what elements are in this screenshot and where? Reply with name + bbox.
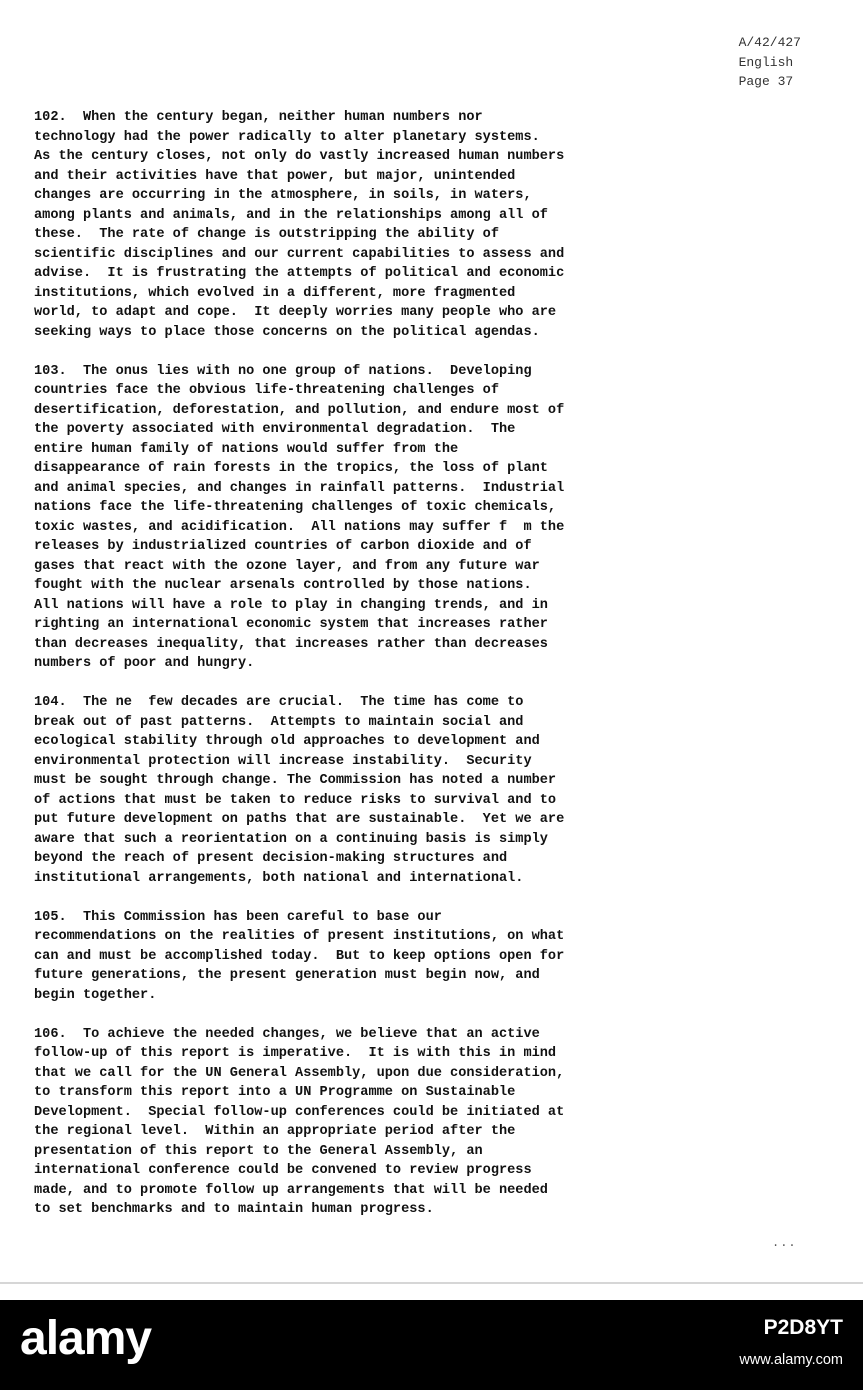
text-line: aware that such a reorientation on a continuing basis is simply [34, 831, 548, 847]
text-line: institutions, which evolved in a different, more fragmented [34, 285, 516, 301]
text-line: releases by industrialized countries of carbon dioxide and of [34, 539, 532, 554]
text-line: among plants and animals, and in the relationships among all of [34, 207, 548, 223]
text-line: scientific disciplines and our current capabilities to assess and [34, 246, 565, 262]
text-line: follow-up of this report is imperative. It is with this in mind [34, 1046, 557, 1061]
text-line: fought with the nuclear arsenals controlled by those nations. [34, 578, 532, 593]
text-line: 106. To achieve the needed changes, we believe that an active [34, 1026, 540, 1042]
text-line: toxic wastes, and acidification. All nations may suffer f m the [34, 519, 565, 535]
text-line: the poverty associated with environmental degradation. The [34, 422, 516, 437]
text-line: gases that react with the ozone layer, and from any future war [34, 558, 540, 574]
text-line: the regional level. Within an appropriate period after the [34, 1124, 516, 1139]
paragraph-4 [34, 908, 834, 1006]
text-line: must be sought through change. The Commission has noted a number [34, 773, 557, 788]
text-line: entire human family of nations would suffer from the [34, 441, 459, 457]
text-line: put future development on paths that are sustainable. Yet we are [34, 812, 565, 827]
page-number: Page 37 [738, 74, 794, 89]
page-edge-divider [0, 1282, 863, 1284]
text-line: 103. The onus lies with no one group of nations. Developing [34, 363, 532, 379]
document-language: English [738, 54, 794, 70]
alamy-logo: alamy [20, 1312, 152, 1365]
paragraph-5 [34, 1025, 834, 1220]
text-line: advise. It is frustrating the attempts of political and economic [34, 266, 565, 281]
paragraph-2 [34, 362, 834, 674]
text-line: changes are occurring in the atmosphere, in soils, in waters, [34, 188, 532, 203]
text-line: All nations will have a role to play in changing trends, and in [34, 597, 548, 613]
text-line: recommendations on the realities of present institutions, on what [34, 929, 565, 944]
text-line: international conference could be convened to review progress [34, 1163, 532, 1178]
text-line: Development. Special follow-up conferences could be initiated at [34, 1104, 565, 1120]
paragraph-1 [34, 108, 834, 342]
text-line: future generations, the present generation must begin now, and [34, 968, 540, 983]
text-line: righting an international economic system that increases rather [34, 617, 548, 632]
text-line: 105. This Commission has been careful to base our [34, 909, 442, 925]
text-line: can and must be accomplished today. But to keep options open for [34, 948, 565, 964]
text-line: world, to adapt and cope. It deeply worries many people who are [34, 305, 557, 320]
text-line: ecological stability through old approaches to development and [34, 734, 540, 749]
text-line: made, and to promote follow up arrangements that will be needed [34, 1182, 548, 1198]
text-line: these. The rate of change is outstripping the ability of [34, 227, 499, 242]
text-line: of actions that must be taken to reduce risks to survival and to [34, 792, 557, 808]
document-symbol: A/42/427 [738, 35, 801, 50]
text-line: to transform this report into a UN Programme on Sustainable [34, 1085, 516, 1100]
text-line: that we call for the UN General Assembly, upon due consideration, [34, 1065, 565, 1081]
text-line: and animal species, and changes in rainfall patterns. Industrial [34, 480, 565, 496]
text-line: beyond the reach of present decision-making structures and [34, 851, 508, 866]
text-line: institutional arrangements, both national and international. [34, 870, 524, 886]
text-line: 102. When the century began, neither human numbers nor [34, 110, 483, 125]
text-line: desertification, deforestation, and pollution, and endure most of [34, 402, 565, 418]
text-line: to set benchmarks and to maintain human progress. [34, 1202, 434, 1217]
text-line: numbers of poor and hungry. [34, 656, 255, 671]
image-id: P2D8YT [763, 1316, 843, 1339]
text-line: technology had the power radically to alter planetary systems. [34, 129, 540, 145]
text-line: nations face the life-threatening challenges of toxic chemicals, [34, 500, 557, 515]
text-line: seeking ways to place those concerns on the political agendas. [34, 324, 540, 340]
text-line: presentation of this report to the General Assembly, an [34, 1143, 483, 1159]
paragraph-3 [34, 693, 834, 888]
text-line: and their activities have that power, but major, unintended [34, 168, 516, 184]
text-line: begin together. [34, 987, 157, 1003]
text-line: than decreases inequality, that increases rather than decreases [34, 636, 548, 652]
text-line: 104. The ne few decades are crucial. The time has come to [34, 695, 524, 710]
document-body [34, 108, 834, 1239]
text-line: As the century closes, not only do vastly increased human numbers [34, 149, 565, 164]
text-line: break out of past patterns. Attempts to maintain social and [34, 714, 524, 730]
text-line: environmental protection will increase instability. Security [34, 753, 532, 769]
text-line: disappearance of rain forests in the tropics, the loss of plant [34, 461, 548, 476]
document-header [739, 33, 801, 92]
text-line: countries face the obvious life-threatening challenges of [34, 383, 499, 398]
continuation-mark: ... [772, 1236, 797, 1250]
watermark-url: www.alamy.com [739, 1352, 843, 1368]
